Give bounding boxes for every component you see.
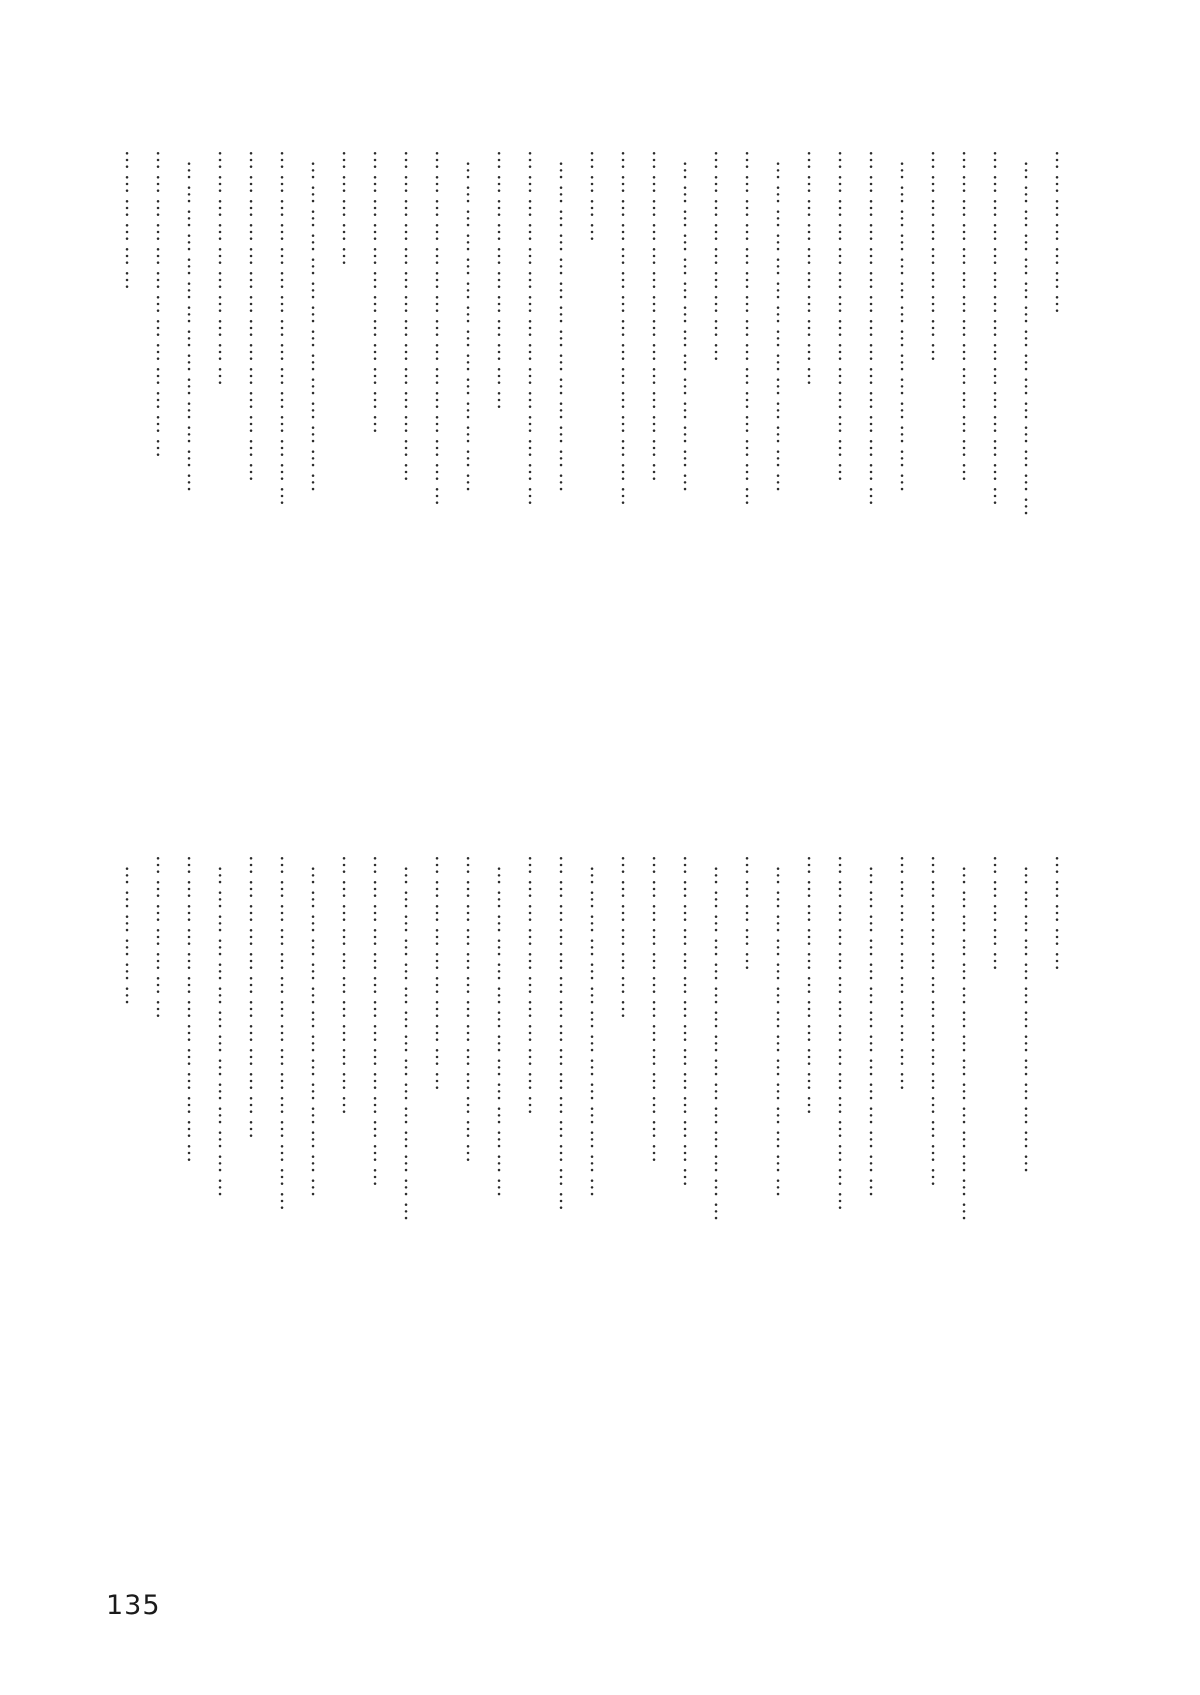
- text-column: …………: [586, 150, 610, 246]
- text-column: …………………………: [431, 855, 455, 1095]
- page-number: 135: [106, 1590, 161, 1621]
- text-column: ………………………………………: [276, 855, 300, 1215]
- text-column: ………………………………………: [741, 150, 765, 510]
- text-column: …………………………………: [648, 855, 672, 1167]
- text-column: ……………: [338, 150, 362, 270]
- text-column: ……………………………………: [183, 150, 207, 497]
- text-column: ………………………: [710, 150, 734, 366]
- text-column: ………………………………: [369, 150, 393, 438]
- text-column: ………………………………………: [276, 150, 300, 510]
- text-column: ……………………………………: [493, 855, 517, 1202]
- text-column: ………………………………………: [400, 855, 424, 1226]
- text-column: …………………………………: [183, 855, 207, 1167]
- text-column: ……………………………………: [896, 150, 920, 497]
- text-column: ………………………………………: [431, 150, 455, 510]
- text-column: ……………………………………: [555, 150, 579, 497]
- text-column: ……………………………………: [772, 150, 796, 497]
- text-column: ………………………………: [245, 855, 269, 1143]
- text-column: ……………………………………: [400, 150, 424, 486]
- text-column: ……………………………………: [462, 150, 486, 497]
- text-column: …………………………: [803, 150, 827, 390]
- text-column: …………………: [617, 855, 641, 1023]
- text-column: ……………………………………: [958, 150, 982, 486]
- text-band-bottom: [110, 855, 1078, 1533]
- text-column: ………………………………………: [1020, 150, 1044, 521]
- text-column: ……………………………………: [245, 150, 269, 486]
- text-column: …………………………………: [462, 855, 486, 1167]
- text-column: ………………………………………: [710, 855, 734, 1226]
- text-column: ……………………………………: [679, 855, 703, 1191]
- text-column: …………………: [1051, 150, 1075, 318]
- text-column: ………………: [121, 855, 145, 1010]
- text-column: ……………………………………: [865, 855, 889, 1202]
- text-column: ……………………………: [338, 855, 362, 1119]
- text-column: ……………………………………: [307, 855, 331, 1202]
- text-column: ………………………………………: [865, 150, 889, 510]
- text-column: ……………: [741, 855, 765, 975]
- text-column: ……………………………………: [369, 855, 393, 1191]
- text-column: ……………………………………: [214, 855, 238, 1202]
- text-column: …………………: [152, 855, 176, 1023]
- text-column: ……………: [1051, 855, 1075, 975]
- text-column: ……………………………………: [834, 150, 858, 486]
- text-column: ……………………………………: [648, 150, 672, 486]
- text-column: …………………………………: [152, 150, 176, 462]
- text-column: ………………………: [927, 150, 951, 366]
- text-column: ……………………………………: [927, 855, 951, 1191]
- text-column: …………………………: [896, 855, 920, 1095]
- text-column: ……………: [989, 855, 1013, 975]
- text-column: ……………………………………: [307, 150, 331, 497]
- text-column: ……………………………………: [586, 855, 610, 1202]
- text-band-top: [110, 150, 1078, 812]
- text-column: ………………………………………: [834, 855, 858, 1215]
- text-column: ………………: [121, 150, 145, 294]
- text-column: ………………………………………: [617, 150, 641, 510]
- text-column: ……………………………………: [679, 150, 703, 497]
- text-column: ………………………………………: [989, 150, 1013, 510]
- text-column: ……………………………………: [772, 855, 796, 1202]
- text-column: ………………………………………: [958, 855, 982, 1226]
- text-column: ……………………………: [493, 150, 517, 414]
- text-column: ………………………………………: [555, 855, 579, 1215]
- text-column: …………………………: [214, 150, 238, 390]
- text-column: ………………………………………: [524, 150, 548, 510]
- text-column: …………………………………: [1020, 855, 1044, 1178]
- text-column: ……………………………: [524, 855, 548, 1119]
- text-column: ……………………………: [803, 855, 827, 1119]
